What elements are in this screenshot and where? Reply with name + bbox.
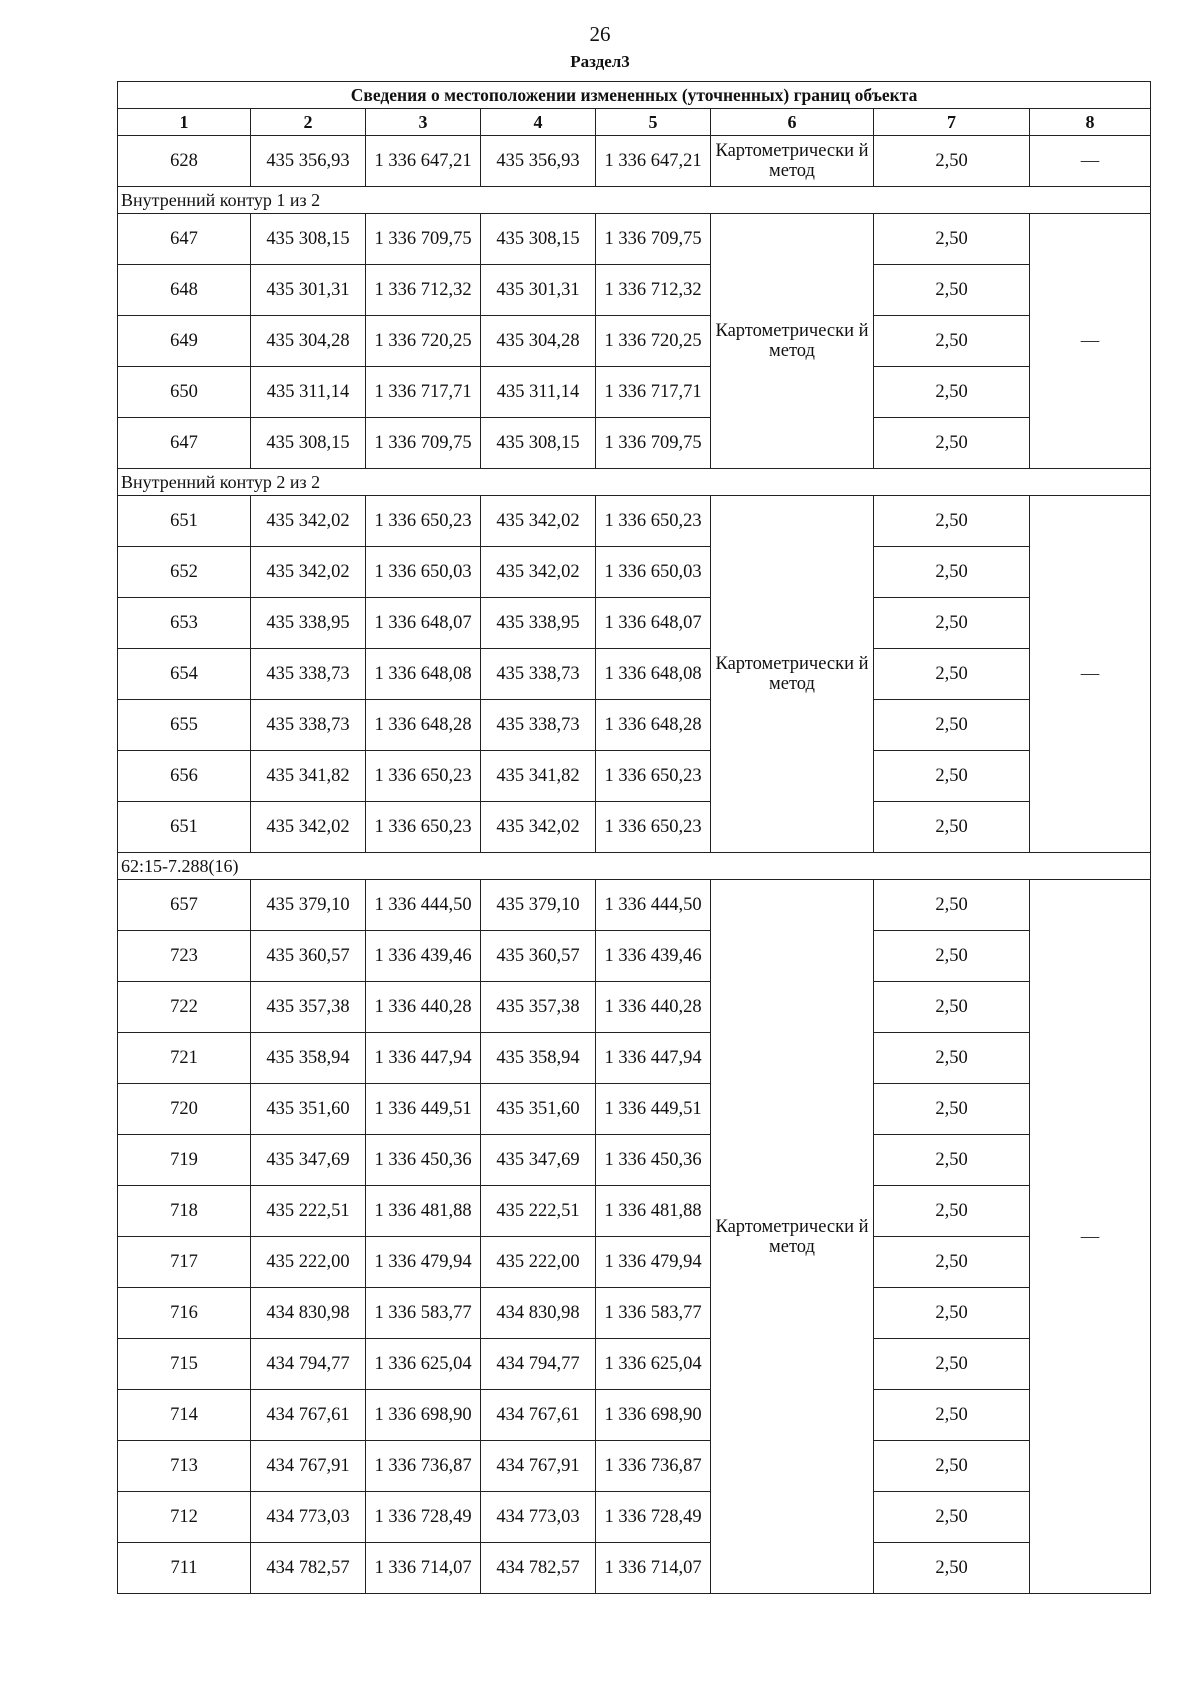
x-coordinate-new: 434 782,57 [481, 1543, 596, 1594]
contour-label: 62:15-7.288(16) [118, 853, 1151, 880]
table-row [118, 1441, 1151, 1492]
x-coordinate-old: 435 308,15 [251, 418, 366, 469]
y-coordinate-old: 1 336 717,71 [366, 367, 481, 418]
y-coordinate-old: 1 336 447,94 [366, 1033, 481, 1084]
table-row [118, 418, 1151, 469]
y-coordinate-new: 1 336 439,46 [596, 931, 711, 982]
y-coordinate-old: 1 336 648,07 [366, 598, 481, 649]
point-number: 718 [118, 1186, 251, 1237]
point-number: 650 [118, 367, 251, 418]
y-coordinate-old: 1 336 648,08 [366, 649, 481, 700]
method-cell: Картометрически й метод [711, 880, 874, 1594]
table-row [118, 1084, 1151, 1135]
table-row [118, 751, 1151, 802]
y-coordinate-new: 1 336 709,75 [596, 214, 711, 265]
contour-label-row [118, 853, 1151, 880]
x-coordinate-old: 435 342,02 [251, 496, 366, 547]
y-coordinate-new: 1 336 481,88 [596, 1186, 711, 1237]
point-number: 717 [118, 1237, 251, 1288]
accuracy-value: 2,50 [874, 1135, 1030, 1186]
x-coordinate-new: 435 301,31 [481, 265, 596, 316]
table-row [118, 1288, 1151, 1339]
y-coordinate-new: 1 336 450,36 [596, 1135, 711, 1186]
point-number: 656 [118, 751, 251, 802]
accuracy-value: 2,50 [874, 1288, 1030, 1339]
x-coordinate-new: 435 342,02 [481, 496, 596, 547]
accuracy-value: 2,50 [874, 496, 1030, 547]
y-coordinate-new: 1 336 648,07 [596, 598, 711, 649]
table-row [118, 1390, 1151, 1441]
table-row [118, 649, 1151, 700]
point-number: 720 [118, 1084, 251, 1135]
y-coordinate-old: 1 336 449,51 [366, 1084, 481, 1135]
table-row [118, 547, 1151, 598]
point-number: 723 [118, 931, 251, 982]
note-cell: — [1030, 214, 1151, 469]
x-coordinate-new: 435 308,15 [481, 214, 596, 265]
accuracy-value: 2,50 [874, 751, 1030, 802]
y-coordinate-old: 1 336 583,77 [366, 1288, 481, 1339]
y-coordinate-old: 1 336 439,46 [366, 931, 481, 982]
x-coordinate-old: 434 773,03 [251, 1492, 366, 1543]
accuracy-value: 2,50 [874, 136, 1030, 187]
y-coordinate-new: 1 336 583,77 [596, 1288, 711, 1339]
accuracy-value: 2,50 [874, 598, 1030, 649]
x-coordinate-new: 435 379,10 [481, 880, 596, 931]
x-coordinate-old: 435 358,94 [251, 1033, 366, 1084]
point-number: 651 [118, 802, 251, 853]
y-coordinate-new: 1 336 720,25 [596, 316, 711, 367]
x-coordinate-new: 435 342,02 [481, 802, 596, 853]
point-number: 711 [118, 1543, 251, 1594]
y-coordinate-old: 1 336 479,94 [366, 1237, 481, 1288]
x-coordinate-old: 435 338,73 [251, 649, 366, 700]
y-coordinate-new: 1 336 728,49 [596, 1492, 711, 1543]
x-coordinate-new: 435 338,95 [481, 598, 596, 649]
accuracy-value: 2,50 [874, 1441, 1030, 1492]
x-coordinate-new: 435 342,02 [481, 547, 596, 598]
x-coordinate-old: 435 342,02 [251, 802, 366, 853]
y-coordinate-old: 1 336 720,25 [366, 316, 481, 367]
accuracy-value: 2,50 [874, 649, 1030, 700]
table-title: Сведения о местоположении измененных (уточненных) границ объекта [118, 82, 1151, 109]
point-number: 653 [118, 598, 251, 649]
column-number: 3 [366, 109, 481, 136]
x-coordinate-new: 434 767,91 [481, 1441, 596, 1492]
y-coordinate-new: 1 336 650,23 [596, 802, 711, 853]
table-row [118, 982, 1151, 1033]
x-coordinate-new: 435 358,94 [481, 1033, 596, 1084]
accuracy-value: 2,50 [874, 700, 1030, 751]
column-numbers-row [118, 109, 1151, 136]
point-number: 648 [118, 265, 251, 316]
x-coordinate-old: 435 311,14 [251, 367, 366, 418]
y-coordinate-new: 1 336 648,08 [596, 649, 711, 700]
table-body [118, 82, 1151, 1594]
y-coordinate-old: 1 336 450,36 [366, 1135, 481, 1186]
y-coordinate-new: 1 336 698,90 [596, 1390, 711, 1441]
table-row [118, 1492, 1151, 1543]
x-coordinate-old: 434 782,57 [251, 1543, 366, 1594]
point-number: 654 [118, 649, 251, 700]
note-cell: — [1030, 496, 1151, 853]
y-coordinate-old: 1 336 709,75 [366, 214, 481, 265]
x-coordinate-old: 434 830,98 [251, 1288, 366, 1339]
x-coordinate-new: 434 773,03 [481, 1492, 596, 1543]
x-coordinate-old: 435 342,02 [251, 547, 366, 598]
accuracy-value: 2,50 [874, 880, 1030, 931]
point-number: 721 [118, 1033, 251, 1084]
y-coordinate-new: 1 336 709,75 [596, 418, 711, 469]
point-number: 715 [118, 1339, 251, 1390]
x-coordinate-new: 435 351,60 [481, 1084, 596, 1135]
x-coordinate-old: 435 360,57 [251, 931, 366, 982]
y-coordinate-old: 1 336 712,32 [366, 265, 481, 316]
table-row [118, 1339, 1151, 1390]
y-coordinate-new: 1 336 650,03 [596, 547, 711, 598]
accuracy-value: 2,50 [874, 1543, 1030, 1594]
y-coordinate-old: 1 336 650,23 [366, 496, 481, 547]
method-cell: Картометрически й метод [711, 496, 874, 853]
point-number: 649 [118, 316, 251, 367]
table-row [118, 1237, 1151, 1288]
table-row [118, 880, 1151, 931]
x-coordinate-new: 434 830,98 [481, 1288, 596, 1339]
x-coordinate-old: 435 308,15 [251, 214, 366, 265]
column-number: 4 [481, 109, 596, 136]
x-coordinate-old: 435 304,28 [251, 316, 366, 367]
point-number: 628 [118, 136, 251, 187]
y-coordinate-old: 1 336 440,28 [366, 982, 481, 1033]
accuracy-value: 2,50 [874, 1492, 1030, 1543]
x-coordinate-new: 434 767,61 [481, 1390, 596, 1441]
column-number: 5 [596, 109, 711, 136]
x-coordinate-old: 435 338,73 [251, 700, 366, 751]
point-number: 652 [118, 547, 251, 598]
x-coordinate-new: 435 356,93 [481, 136, 596, 187]
x-coordinate-old: 435 356,93 [251, 136, 366, 187]
y-coordinate-new: 1 336 712,32 [596, 265, 711, 316]
y-coordinate-old: 1 336 698,90 [366, 1390, 481, 1441]
point-number: 655 [118, 700, 251, 751]
x-coordinate-old: 435 222,00 [251, 1237, 366, 1288]
y-coordinate-new: 1 336 479,94 [596, 1237, 711, 1288]
point-number: 647 [118, 214, 251, 265]
method-cell: Картометрически й метод [711, 214, 874, 469]
y-coordinate-old: 1 336 650,03 [366, 547, 481, 598]
note-cell: — [1030, 136, 1151, 187]
table-row [118, 1543, 1151, 1594]
column-number: 7 [874, 109, 1030, 136]
accuracy-value: 2,50 [874, 418, 1030, 469]
y-coordinate-new: 1 336 717,71 [596, 367, 711, 418]
x-coordinate-new: 435 357,38 [481, 982, 596, 1033]
y-coordinate-new: 1 336 736,87 [596, 1441, 711, 1492]
page-number: 26 [589, 22, 611, 46]
accuracy-value: 2,50 [874, 1186, 1030, 1237]
point-number: 657 [118, 880, 251, 931]
contour-label: Внутренний контур 2 из 2 [118, 469, 1151, 496]
table-row [118, 802, 1151, 853]
table-row [118, 214, 1151, 265]
x-coordinate-old: 435 338,95 [251, 598, 366, 649]
method-cell: Картометрически й метод [711, 136, 874, 187]
y-coordinate-old: 1 336 648,28 [366, 700, 481, 751]
table-row [118, 1186, 1151, 1237]
accuracy-value: 2,50 [874, 1390, 1030, 1441]
x-coordinate-new: 435 341,82 [481, 751, 596, 802]
x-coordinate-new: 435 347,69 [481, 1135, 596, 1186]
x-coordinate-new: 435 222,00 [481, 1237, 596, 1288]
point-number: 713 [118, 1441, 251, 1492]
column-number: 8 [1030, 109, 1151, 136]
y-coordinate-old: 1 336 650,23 [366, 802, 481, 853]
accuracy-value: 2,50 [874, 1339, 1030, 1390]
accuracy-value: 2,50 [874, 1084, 1030, 1135]
x-coordinate-new: 435 338,73 [481, 700, 596, 751]
column-number: 6 [711, 109, 874, 136]
table-row [118, 136, 1151, 187]
accuracy-value: 2,50 [874, 367, 1030, 418]
x-coordinate-new: 435 308,15 [481, 418, 596, 469]
accuracy-value: 2,50 [874, 214, 1030, 265]
point-number: 647 [118, 418, 251, 469]
x-coordinate-new: 435 304,28 [481, 316, 596, 367]
y-coordinate-old: 1 336 444,50 [366, 880, 481, 931]
y-coordinate-new: 1 336 650,23 [596, 496, 711, 547]
x-coordinate-old: 434 767,91 [251, 1441, 366, 1492]
x-coordinate-old: 434 767,61 [251, 1390, 366, 1441]
y-coordinate-new: 1 336 449,51 [596, 1084, 711, 1135]
column-number: 1 [118, 109, 251, 136]
y-coordinate-new: 1 336 440,28 [596, 982, 711, 1033]
coordinates-table [117, 81, 1151, 1594]
table-header-row [118, 82, 1151, 109]
x-coordinate-old: 435 341,82 [251, 751, 366, 802]
x-coordinate-old: 435 351,60 [251, 1084, 366, 1135]
accuracy-value: 2,50 [874, 265, 1030, 316]
table-row [118, 1033, 1151, 1084]
x-coordinate-old: 434 794,77 [251, 1339, 366, 1390]
point-number: 712 [118, 1492, 251, 1543]
point-number: 719 [118, 1135, 251, 1186]
table-row [118, 265, 1151, 316]
point-number: 716 [118, 1288, 251, 1339]
x-coordinate-old: 435 347,69 [251, 1135, 366, 1186]
point-number: 714 [118, 1390, 251, 1441]
x-coordinate-new: 435 338,73 [481, 649, 596, 700]
x-coordinate-old: 435 301,31 [251, 265, 366, 316]
accuracy-value: 2,50 [874, 1033, 1030, 1084]
table-row [118, 1135, 1151, 1186]
table-row [118, 316, 1151, 367]
accuracy-value: 2,50 [874, 802, 1030, 853]
y-coordinate-new: 1 336 647,21 [596, 136, 711, 187]
y-coordinate-new: 1 336 650,23 [596, 751, 711, 802]
x-coordinate-new: 435 222,51 [481, 1186, 596, 1237]
x-coordinate-old: 435 222,51 [251, 1186, 366, 1237]
accuracy-value: 2,50 [874, 316, 1030, 367]
accuracy-value: 2,50 [874, 1237, 1030, 1288]
x-coordinate-old: 435 357,38 [251, 982, 366, 1033]
accuracy-value: 2,50 [874, 982, 1030, 1033]
y-coordinate-old: 1 336 481,88 [366, 1186, 481, 1237]
contour-label-row [118, 469, 1151, 496]
x-coordinate-new: 434 794,77 [481, 1339, 596, 1390]
point-number: 651 [118, 496, 251, 547]
y-coordinate-new: 1 336 648,28 [596, 700, 711, 751]
table-row [118, 496, 1151, 547]
accuracy-value: 2,50 [874, 931, 1030, 982]
y-coordinate-new: 1 336 625,04 [596, 1339, 711, 1390]
y-coordinate-old: 1 336 709,75 [366, 418, 481, 469]
point-number: 722 [118, 982, 251, 1033]
note-cell: — [1030, 880, 1151, 1594]
accuracy-value: 2,50 [874, 547, 1030, 598]
y-coordinate-old: 1 336 625,04 [366, 1339, 481, 1390]
x-coordinate-old: 435 379,10 [251, 880, 366, 931]
y-coordinate-new: 1 336 714,07 [596, 1543, 711, 1594]
y-coordinate-old: 1 336 736,87 [366, 1441, 481, 1492]
y-coordinate-old: 1 336 714,07 [366, 1543, 481, 1594]
x-coordinate-new: 435 360,57 [481, 931, 596, 982]
table-row [118, 367, 1151, 418]
contour-label: Внутренний контур 1 из 2 [118, 187, 1151, 214]
column-number: 2 [251, 109, 366, 136]
x-coordinate-new: 435 311,14 [481, 367, 596, 418]
y-coordinate-old: 1 336 650,23 [366, 751, 481, 802]
y-coordinate-new: 1 336 447,94 [596, 1033, 711, 1084]
contour-label-row [118, 187, 1151, 214]
y-coordinate-old: 1 336 728,49 [366, 1492, 481, 1543]
y-coordinate-old: 1 336 647,21 [366, 136, 481, 187]
table-row [118, 931, 1151, 982]
y-coordinate-new: 1 336 444,50 [596, 880, 711, 931]
table-row [118, 598, 1151, 649]
section-title: Раздел3 [570, 52, 630, 71]
table-row [118, 700, 1151, 751]
